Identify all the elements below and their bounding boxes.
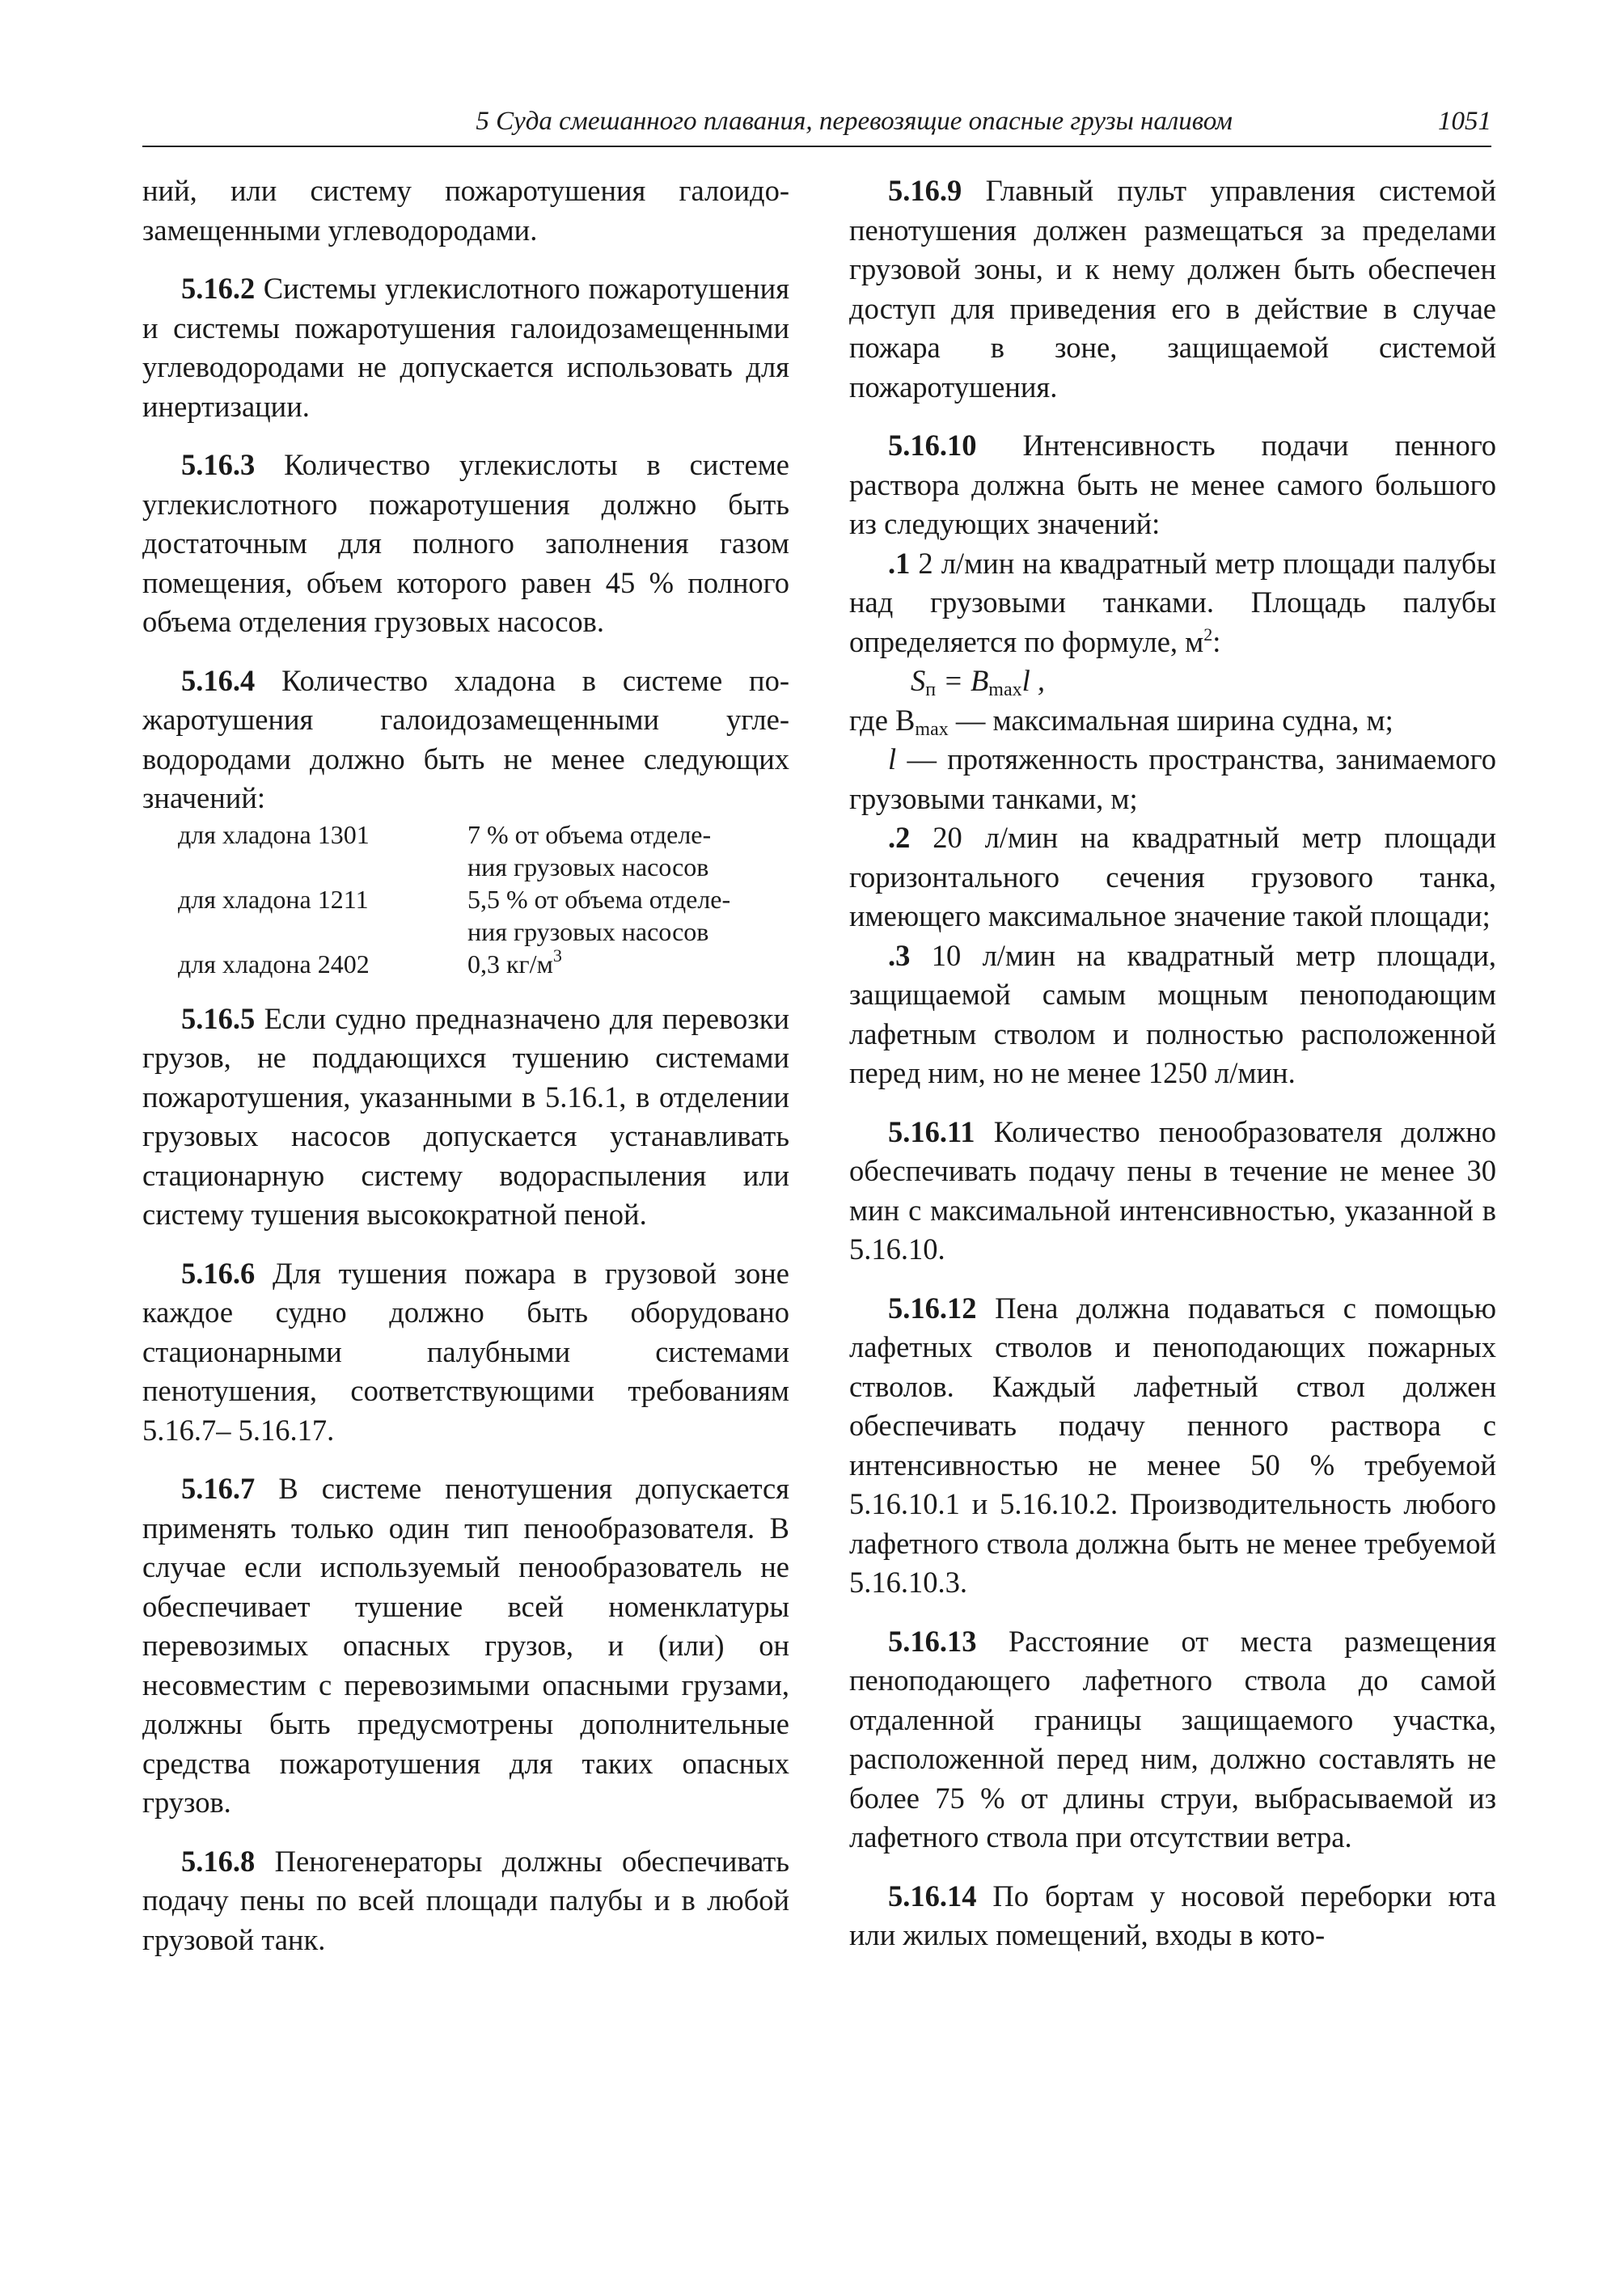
clause-number: 5.16.7 — [181, 1472, 256, 1505]
unit-exponent: 2 — [1203, 623, 1213, 645]
clause-number: 5.16.6 — [181, 1256, 256, 1290]
legend-var: l — [888, 742, 897, 776]
paragraph-5-16-5 — [142, 1000, 789, 1235]
subitem-text: 10 л/мин на квадратный метр площади, защищаемой самым мощным пеноподающим лафетным стволом и полностью расположенной перед ним, но не менее 1250 л/мин. — [849, 938, 1496, 1089]
subitem-1 — [849, 544, 1496, 662]
paragraph-text: Пеногенераторы должны обеспечивать подачу пены по всей площади палубы и в любой грузовой танк. — [142, 1844, 789, 1956]
formula-var-l: l — [1021, 664, 1030, 697]
halon-label: для хладона 1301 — [178, 819, 370, 849]
paragraph-text: Пена должна подаваться с помощью лафетных стволов и пеноподающих пожарных стволов. Каждый лафетный ствол должен обеспечивать подачу пенного раствора с интенсивностью не менее 50 % требуемой 5.16.10.1 и 5.16.10.2. Производительность любого лафетного ствола должна быть не менее требуемой 5.16.10.3. — [849, 1291, 1496, 1599]
paragraph-text: Расстояние от места размещения пеноподающего лафетного ствола до самой отдаленной границы защищаемого участка, расположенной перед ним, должно составлять не более 75 % от длины струи, выбрасываемой из лафетного ствола при отсутствии ветра. — [849, 1624, 1496, 1854]
halon-row — [178, 818, 783, 883]
subitem-3 — [849, 936, 1496, 1093]
paragraph-text: Интенсивность подачи пенного раствора должна быть не менее самого большого из следующих значений: — [849, 429, 1496, 540]
paragraph-text: Для тушения пожара в грузовой зоне каждое судно должно быть оборудовано стационарными палубными системами пенотушения, соответствующими требованиям 5.16.7– 5.16.17. — [142, 1256, 789, 1447]
formula-var-s: S — [911, 664, 926, 697]
subitem-2 — [849, 818, 1496, 936]
clause-number: 5.16.10 — [888, 429, 977, 462]
clause-number: 5.16.11 — [888, 1114, 975, 1148]
halon-row — [178, 883, 783, 948]
area-formula — [849, 662, 1496, 701]
paragraph-5-16-12 — [849, 1289, 1496, 1603]
legend-prefix: где B — [849, 703, 916, 737]
subitem-text: 20 л/мин на квадратный метр площади горизонтального сечения грузового танка, имеющего максимальное значение такой площади; — [849, 821, 1496, 932]
paragraph-continuation — [142, 171, 789, 250]
paragraph-text: Системы углекислотного пожаротушения и системы пожаротушения галоидозамещенными углеводородами не допускается использовать для инертизации. — [142, 272, 789, 423]
subitem-text: 2 л/мин на квадратный метр площади палубы над грузовыми танками. Площадь палубы определяется по формуле, м — [849, 546, 1496, 658]
halon-value-text: 0,3 кг/м — [467, 949, 553, 979]
subitem-number: .1 — [888, 546, 911, 580]
halon-value-line: 7 % от объема отделе- — [467, 819, 712, 849]
clause-number: 5.16.9 — [888, 174, 962, 207]
halon-label: для хладона 1211 — [178, 884, 369, 914]
halon-value — [467, 945, 783, 980]
clause-number: 5.16.5 — [181, 1001, 256, 1035]
paragraph-5-16-8 — [142, 1842, 789, 1960]
clause-number: 5.16.14 — [888, 1879, 977, 1913]
paragraph-5-16-2 — [142, 269, 789, 426]
halon-row — [178, 948, 783, 980]
paragraph-text: Количество хладона в системе пожаротушения галоидозамещенными углеводородами должно быть не менее следующих значений: — [142, 663, 789, 814]
halon-table — [178, 818, 783, 980]
halon-value — [467, 818, 783, 883]
clause-number: 5.16.4 — [181, 663, 256, 697]
page-number: 1051 — [1438, 107, 1491, 136]
clause-number: 5.16.8 — [181, 1844, 256, 1878]
clause-number: 5.16.12 — [888, 1291, 977, 1325]
page-header — [142, 104, 1491, 147]
subitem-number: .3 — [888, 938, 911, 972]
paragraph-5-16-4 — [142, 662, 789, 818]
clause-number: 5.16.13 — [888, 1624, 977, 1658]
formula-legend-l — [849, 740, 1496, 818]
unit-exponent: 3 — [552, 945, 562, 966]
halon-value-line: ния грузовых насосов — [467, 916, 709, 946]
formula-eq-b: = B — [936, 664, 989, 697]
halon-value — [467, 883, 783, 948]
paragraph-text: Количество углекислоты в системе углекислотного пожаротушения должно быть достаточным для полного заполнения газом помещения, объем которого равен 45 % полного объема отделения грузовых насосов. — [142, 448, 789, 638]
paragraph-text: Если судно предназначено для перевозки грузов, не поддающихся тушению системами пожаротушения, указанными в 5.16.1, в отделении грузовых насосов допускается устанавливать стационарную систему водораспыления или систему тушения высокократной пеной. — [142, 1001, 789, 1231]
paragraph-5-16-9 — [849, 171, 1496, 407]
paragraph-5-16-6 — [142, 1254, 789, 1451]
formula-sub-p: п — [925, 679, 937, 700]
clause-number: 5.16.2 — [181, 272, 256, 305]
paragraph-text: Главный пульт управления системой пенотушения должен размещаться за пределами грузовой зоны, и к нему должен быть обеспечен доступ для приведения его в действие в случае пожара в зоне, защищаемой системой пожаротушения. — [849, 174, 1496, 404]
subitem-text-end: : — [1212, 624, 1221, 658]
running-title: 5 Суда смешанного плавания, перевозящие опасные грузы наливом — [476, 107, 1233, 136]
paragraph-text: По бортам у носовой переборки юта или жилых помещений, входы в кото- — [849, 1879, 1496, 1951]
halon-value-line: ния грузовых насосов — [467, 852, 709, 881]
paragraph-5-16-11 — [849, 1113, 1496, 1270]
paragraph-text: В системе пенотушения допускается применять только один тип пенообразователя. В случае если используемый пенообразователь не обеспечивает тушение всей номенклатуры перевозимых опасных грузов, и (или) он несовместим с перевозимыми опасными грузами, должны быть предусмотрены дополнительные средства пожаротушения для таких опасных грузов. — [142, 1472, 789, 1819]
left-column — [142, 171, 789, 1979]
paragraph-5-16-3 — [142, 446, 789, 642]
halon-value-line: 5,5 % от объема отделе- — [467, 884, 731, 914]
legend-text: — протяженность пространства, занимаемого грузовыми танками, м; — [849, 742, 1496, 815]
right-column — [849, 171, 1496, 1975]
paragraph-5-16-10 — [849, 426, 1496, 544]
subitem-number: .2 — [888, 821, 911, 854]
paragraph-5-16-7 — [142, 1469, 789, 1823]
formula-end: , — [1030, 664, 1046, 697]
paragraph-text: Количество пенообразователя должно обеспечивать подачу пены в течение не менее 30 мин с максимальной интенсивностью, указанной в 5.16.10. — [849, 1114, 1496, 1266]
clause-number: 5.16.3 — [181, 448, 256, 481]
formula-legend-b — [849, 701, 1496, 741]
paragraph-text: ний, или систему пожаротушения галоидозамещенными углеводородами. — [142, 174, 789, 247]
paragraph-5-16-14 — [849, 1877, 1496, 1955]
formula-sub-max: max — [988, 679, 1022, 700]
halon-label: для хладона 2402 — [178, 949, 370, 979]
legend-sub: max — [915, 718, 949, 740]
legend-text: — максимальная ширина судна, м; — [948, 703, 1394, 737]
paragraph-5-16-13 — [849, 1622, 1496, 1858]
